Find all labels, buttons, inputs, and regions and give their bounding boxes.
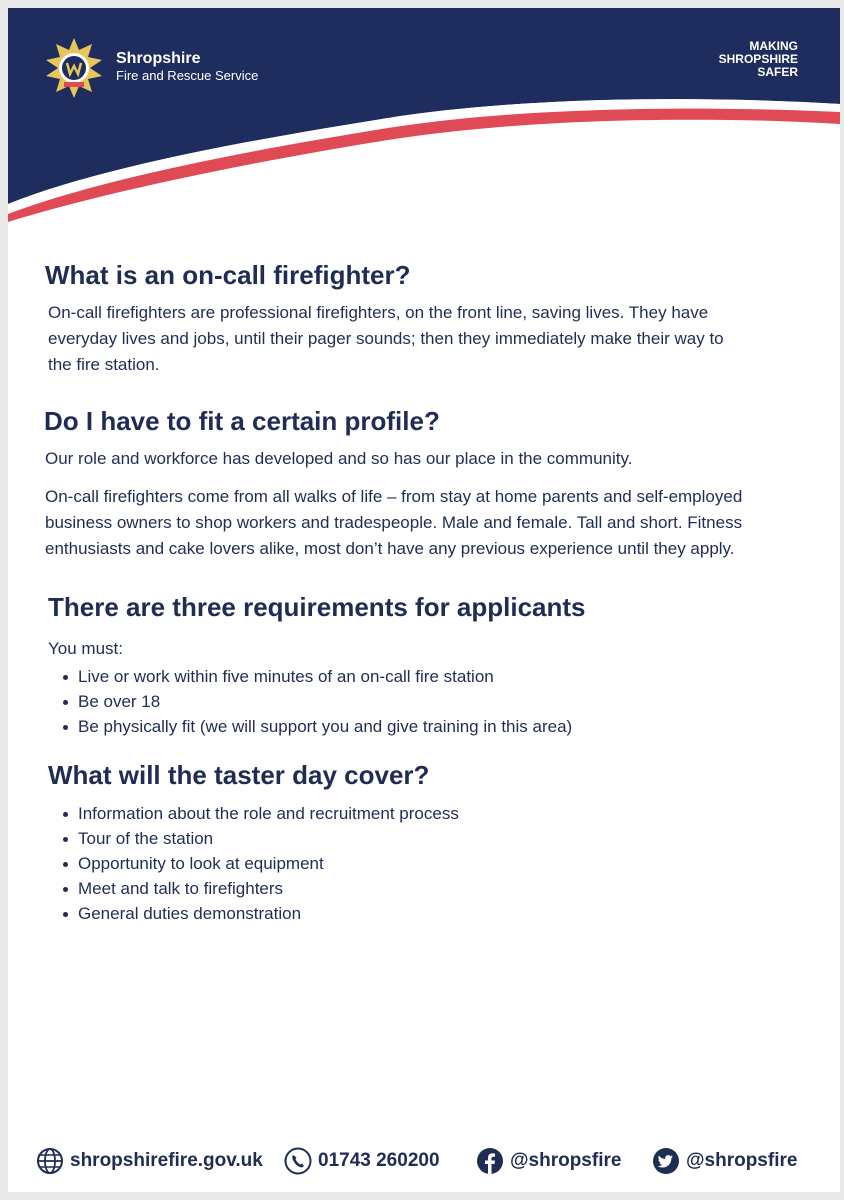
list-item: Tour of the station xyxy=(60,826,459,851)
flyer-page xyxy=(8,8,840,1192)
requirements-intro: You must: xyxy=(48,639,123,658)
tagline-line-2: SHROPSHIRE xyxy=(718,52,798,66)
taster-day-list xyxy=(60,801,459,926)
facebook-handle[interactable]: @shropsfire xyxy=(510,1150,622,1171)
heading-taster-day: What will the taster day cover? xyxy=(48,760,430,790)
tagline-line-3: SAFER xyxy=(757,65,798,79)
footer-phone[interactable] xyxy=(284,1146,440,1176)
facebook-icon xyxy=(476,1147,504,1175)
para-profile-2: On-call firefighters come from all walks of life – from stay at home parents and self-employed business owners to shop workers and tradespeople. Male and female. Tall and short. Fitness enthusiasts and cake lovers alike, most don’t have any previous experience until they apply. xyxy=(45,487,743,558)
globe-icon xyxy=(36,1147,64,1175)
phone-number[interactable]: 01743 260200 xyxy=(318,1150,440,1171)
website-link[interactable]: shropshirefire.gov.uk xyxy=(70,1150,263,1171)
requirements-list xyxy=(60,664,572,739)
org-subtitle: Fire and Rescue Service xyxy=(116,68,259,83)
heading-requirements: There are three requirements for applicants xyxy=(48,592,586,622)
list-item: Be physically fit (we will support you and give training in this area) xyxy=(60,714,572,739)
phone-icon xyxy=(284,1147,312,1175)
heading-profile: Do I have to fit a certain profile? xyxy=(44,406,440,436)
para-profile-1: Our role and workforce has developed and so has our place in the community. xyxy=(45,449,633,468)
fire-service-crest-icon xyxy=(44,36,104,100)
list-item: Be over 18 xyxy=(60,689,572,714)
twitter-handle[interactable]: @shropsfire xyxy=(686,1150,798,1171)
org-brand xyxy=(116,50,258,84)
list-item: Live or work within five minutes of an on-call fire station xyxy=(60,664,572,689)
list-item: Information about the role and recruitment process xyxy=(60,801,459,826)
para-on-call: On-call firefighters are professional firefighters, on the front line, saving lives. They have everyday lives and jobs, until their pager sounds; then they immediately make their way to the fire station. xyxy=(48,303,724,374)
heading-on-call: What is an on-call firefighter? xyxy=(45,260,411,290)
org-name: Shropshire xyxy=(116,50,201,67)
list-item: General duties demonstration xyxy=(60,901,459,926)
footer-facebook[interactable] xyxy=(476,1146,621,1176)
tagline-line-1: MAKING xyxy=(749,39,798,53)
footer-website[interactable] xyxy=(36,1146,263,1176)
tagline xyxy=(658,40,798,79)
footer-twitter[interactable] xyxy=(652,1146,797,1176)
list-item: Opportunity to look at equipment xyxy=(60,851,459,876)
twitter-icon xyxy=(652,1147,680,1175)
list-item: Meet and talk to firefighters xyxy=(60,876,459,901)
contact-footer xyxy=(8,1146,840,1176)
